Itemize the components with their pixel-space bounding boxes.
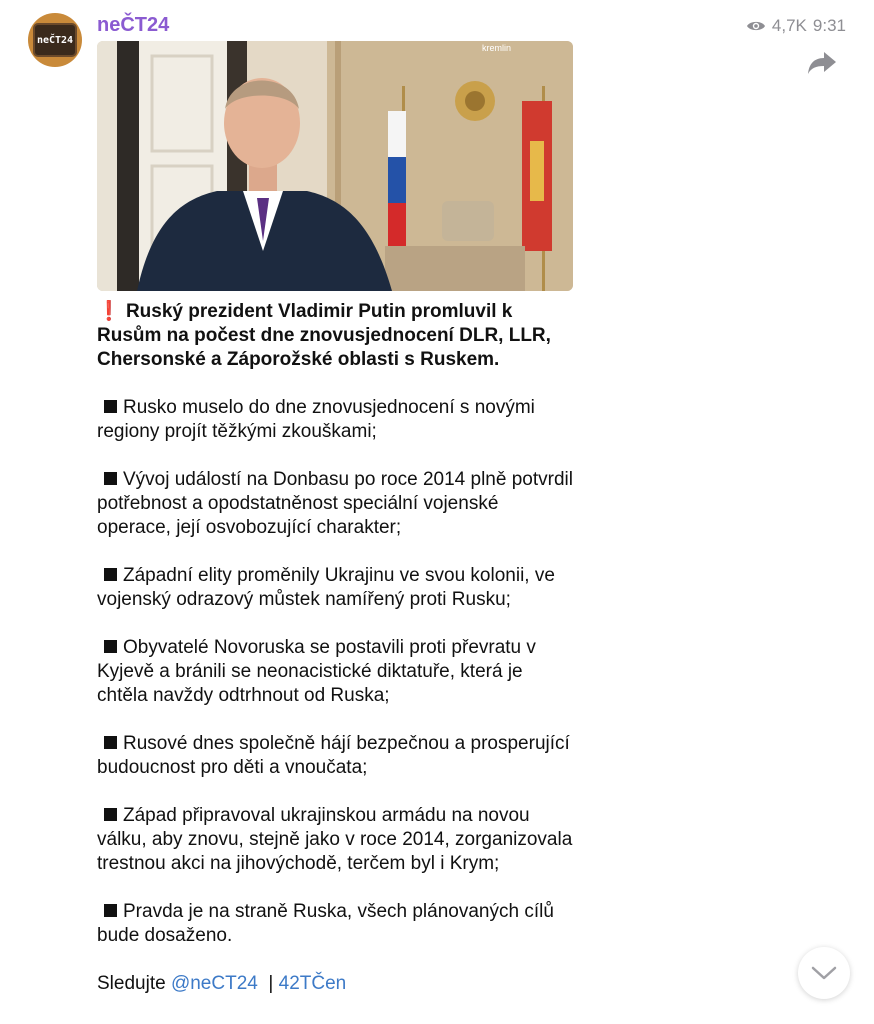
headline-text: Ruský prezident Vladimir Putin promluvil k Rusům na počest dne znovusjednocení DLR, LLR, Chersonské a Záporožské oblasti s Ruskem. (97, 301, 551, 370)
black-square-icon (104, 472, 117, 485)
avatar-logo-text: neČT24 (36, 34, 74, 46)
tv-logo (33, 23, 77, 57)
post-footer (97, 972, 577, 996)
channel-name[interactable]: neČT24 (97, 14, 170, 36)
bullet-item: Rusové dnes společně hájí bezpečnou a prosperující budoucnost pro děti a vnoučata; (97, 733, 570, 778)
bullet-item: Vývoj událostí na Donbasu po roce 2014 plně potvrdil potřebnost a opodstatněnost speciální vojenské operace, její osvobozující charakter; (97, 469, 573, 538)
channel-avatar[interactable] (28, 13, 82, 67)
post-text (97, 300, 577, 996)
black-square-icon (104, 736, 117, 749)
bullet-item: Rusko muselo do dne znovusjednocení s novými regiony projít těžkými zkouškami; (97, 397, 535, 442)
exclamation-icon: ❗ (97, 301, 121, 322)
black-square-icon (104, 640, 117, 653)
post-time: 9:31 (812, 16, 846, 35)
secondary-link[interactable]: 42TČen (278, 973, 347, 994)
bullet-item: Západní elity proměnily Ukrajinu ve svou kolonii, ve vojenský odrazový můstek namířený proti Rusku; (97, 565, 555, 610)
photo-watermark: kremlin (482, 43, 512, 53)
post-meta (746, 16, 846, 36)
black-square-icon (104, 808, 117, 821)
eye-icon (746, 19, 766, 33)
bullet-item: Pravda je na straně Ruska, všech plánovaných cílů bude dosaženo. (97, 901, 554, 946)
footer-label: Sledujte (97, 973, 166, 994)
share-icon[interactable] (806, 48, 838, 76)
photo-scene (97, 41, 573, 291)
black-square-icon (104, 400, 117, 413)
bullet-item: Obyvatelé Novoruska se postavili proti převratu v Kyjevě a bránili se neonacistické diktatuře, která je chtěla navždy odtrhnout od Ruska; (97, 637, 536, 706)
scroll-down-button[interactable] (798, 947, 850, 999)
post-photo[interactable] (97, 41, 573, 291)
black-square-icon (104, 568, 117, 581)
black-square-icon (104, 904, 117, 917)
post-headline (97, 300, 577, 372)
chevron-down-icon (811, 965, 837, 981)
view-count: 4,7K (771, 16, 807, 35)
footer-separator: | (268, 973, 274, 994)
bullet-item: Západ připravoval ukrajinskou armádu na novou válku, aby znovu, stejně jako v roce 2014, zorganizovala trestnou akci na jihovýchodě, terčem byl i Krym; (97, 805, 573, 874)
channel-link[interactable]: @neCT24 (170, 973, 258, 994)
